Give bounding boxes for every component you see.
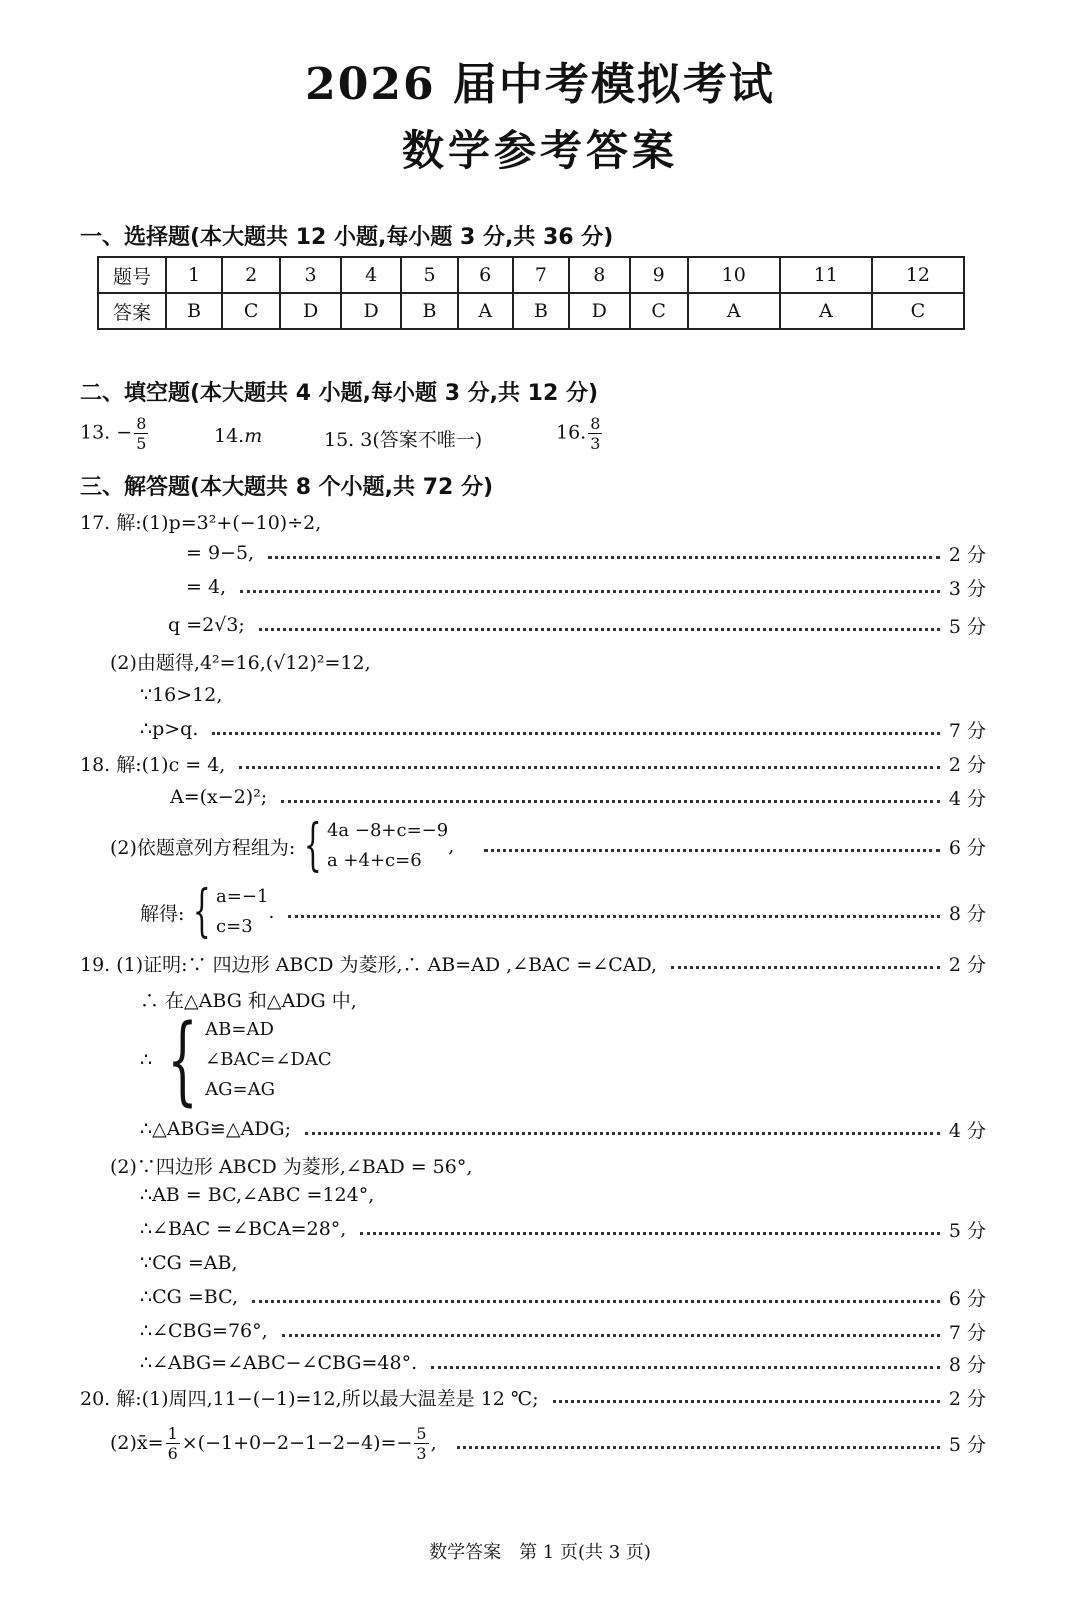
score: 7 分 <box>948 1321 986 1344</box>
leader-dots <box>259 628 940 631</box>
leader-dots <box>671 966 940 969</box>
score: 5 分 <box>948 615 986 638</box>
step-text: ∴∠BAC =∠BCA=28°, <box>140 1218 347 1240</box>
step-text: ∴△ABG≌△ADG; <box>140 1118 291 1140</box>
equation-system <box>295 813 449 878</box>
score: 2 分 <box>948 1387 986 1410</box>
score: 3 分 <box>948 577 986 600</box>
leader-dots <box>431 1366 940 1369</box>
equation: AG=AG <box>205 1079 276 1100</box>
denominator: 6 <box>167 1443 178 1463</box>
leader-dots <box>282 1334 940 1337</box>
equation: 4a −8+c=−9 <box>326 820 449 841</box>
table-cell: B <box>513 293 569 329</box>
leader-dots <box>252 1300 940 1303</box>
step-text: ∴∠CBG=76°, <box>140 1320 268 1342</box>
table-cell: 7 <box>513 257 569 293</box>
table-cell: D <box>341 293 402 329</box>
minus-sign: − <box>116 421 133 444</box>
q17-line: 17. 解:(1)p=3²+(−10)÷2, <box>80 512 322 534</box>
table-cell: D <box>569 293 630 329</box>
punctuation: , <box>430 1432 437 1454</box>
score-row <box>140 1348 986 1378</box>
section-fill-heading: 二、填空题(本大题共 4 小题,每小题 3 分,共 12 分) <box>80 381 599 406</box>
q17-line: ∵16>12, <box>140 684 223 706</box>
step-text: 20. 解:(1)周四,11−(−1)=12,所以最大温差是 12 ℃; <box>80 1387 539 1410</box>
step-text: 解得: <box>140 902 185 925</box>
score-row <box>140 714 986 744</box>
table-row-answers <box>98 293 964 329</box>
table-cell: C <box>630 293 688 329</box>
brace-icon: { <box>193 879 212 944</box>
q19-line: ∵CG =AB, <box>140 1252 238 1274</box>
leader-dots <box>288 915 940 918</box>
step-text: ∴p>q. <box>140 718 199 740</box>
leader-dots <box>281 800 940 803</box>
step-text: 19. (1)证明:∵ 四边形 ABCD 为菱形,∴ AB=AD ,∠BAC =∠CAD, <box>80 953 658 976</box>
score-row <box>140 1214 986 1244</box>
leader-dots <box>305 1132 940 1135</box>
step-text: = 4, <box>186 576 227 598</box>
page-footer: 数学答案 第 1 页(共 3 页) <box>429 1542 651 1563</box>
score: 7 分 <box>948 719 986 742</box>
score-row <box>110 1418 986 1468</box>
score-row <box>110 813 986 878</box>
table-cell: B <box>401 293 457 329</box>
score: 8 分 <box>948 902 986 925</box>
denominator: 3 <box>590 434 601 453</box>
table-cell: A <box>688 293 780 329</box>
score-row <box>140 879 986 944</box>
equation: a=−1 <box>216 886 269 907</box>
punctuation: , <box>448 835 455 857</box>
numerator: 5 <box>416 1423 427 1443</box>
equation: c=3 <box>216 916 253 937</box>
brace-group <box>140 1004 332 1116</box>
score: 5 分 <box>948 1433 986 1456</box>
step-text: = 9−5, <box>186 542 255 564</box>
fraction <box>166 1424 180 1463</box>
score-row <box>140 1282 986 1312</box>
step-text: A=(x−2)²; <box>170 786 268 808</box>
table-cell: D <box>280 293 341 329</box>
equation-system <box>184 879 269 944</box>
step-text: ×(−1+0−2−1−2−4)=− <box>181 1432 413 1454</box>
score: 6 分 <box>948 836 986 859</box>
q19-line: (2)∵四边形 ABCD 为菱形,∠BAD = 56°, <box>110 1156 473 1178</box>
therefore-symbol: ∴ <box>140 1049 153 1071</box>
step-text: ∴CG =BC, <box>140 1286 238 1308</box>
table-cell: B <box>166 293 222 329</box>
table-cell: 1 <box>166 257 222 293</box>
table-cell: A <box>458 293 513 329</box>
leader-dots <box>239 766 940 769</box>
table-cell: A <box>780 293 872 329</box>
leader-dots <box>457 1446 940 1449</box>
leader-dots <box>553 1400 940 1403</box>
score: 2 分 <box>948 543 986 566</box>
table-cell: 4 <box>341 257 402 293</box>
question-number: 13. <box>80 421 111 444</box>
score: 6 分 <box>948 1287 986 1310</box>
table-cell: 5 <box>401 257 457 293</box>
fraction <box>588 414 602 453</box>
answer-15: 15. 3(答案不唯一) <box>324 429 483 451</box>
question-number: 16. <box>556 421 587 444</box>
leader-dots <box>484 849 940 852</box>
denominator: 3 <box>416 1443 427 1463</box>
score: 8 分 <box>948 1353 986 1376</box>
page-title: 2026 届中考模拟考试 <box>305 59 775 110</box>
score: 2 分 <box>948 953 986 976</box>
score-row <box>80 748 986 778</box>
question-number: 14. <box>214 425 245 447</box>
answer-14 <box>214 425 262 447</box>
score: 2 分 <box>948 753 986 776</box>
score-row <box>140 1316 986 1346</box>
leader-dots <box>212 732 940 735</box>
score-row <box>80 1382 986 1412</box>
score-row <box>168 610 986 640</box>
numerator: 1 <box>167 1423 178 1443</box>
table-cell: 2 <box>222 257 280 293</box>
score: 4 分 <box>948 1119 986 1142</box>
table-cell: 8 <box>569 257 630 293</box>
leader-dots <box>240 590 940 593</box>
equation: ∠BAC=∠DAC <box>205 1049 332 1070</box>
step-text: (2)x̄= <box>110 1432 164 1454</box>
equations <box>327 816 448 876</box>
table-cell: 12 <box>872 257 964 293</box>
page-subtitle: 数学参考答案 <box>401 126 678 175</box>
numerator: 8 <box>590 414 601 433</box>
answer-value: m <box>244 425 263 447</box>
q17-line: (2)由题得,4²=16,(√12)²=12, <box>110 652 371 674</box>
table-cell: 6 <box>458 257 513 293</box>
leader-dots <box>360 1232 940 1235</box>
score: 4 分 <box>948 787 986 810</box>
step-text: 18. 解:(1)c = 4, <box>80 753 226 776</box>
answer-13 <box>80 414 150 453</box>
denominator: 5 <box>136 434 147 453</box>
score-row <box>140 1114 986 1144</box>
leader-dots <box>268 556 940 559</box>
brace-icon: { <box>167 1004 198 1116</box>
q19-line: ∴AB = BC,∠ABC =124°, <box>140 1184 375 1206</box>
table-cell: C <box>872 293 964 329</box>
section-choice-heading: 一、选择题(本大题共 12 小题,每小题 3 分,共 36 分) <box>80 225 614 250</box>
section-solve-heading: 三、解答题(本大题共 8 个小题,共 72 分) <box>80 475 494 500</box>
step-text: q =2√3; <box>168 614 245 636</box>
fraction <box>414 1424 428 1463</box>
equations <box>205 1015 331 1105</box>
score-row <box>170 782 986 812</box>
equation: AB=AD <box>205 1019 274 1040</box>
step-text: ∴∠ABG=∠ABC−∠CBG=48°. <box>140 1352 418 1374</box>
equation: a +4+c=6 <box>326 850 422 871</box>
numerator: 8 <box>136 414 147 433</box>
fraction <box>134 414 148 453</box>
score-row <box>186 538 986 568</box>
equations <box>216 882 268 942</box>
table-cell: 11 <box>780 257 872 293</box>
table-cell: 题号 <box>98 257 166 293</box>
answer-table <box>97 256 965 330</box>
table-row-questions <box>98 257 964 293</box>
score-row <box>80 948 986 978</box>
table-cell: C <box>222 293 280 329</box>
punctuation: . <box>268 901 275 923</box>
table-cell: 3 <box>280 257 341 293</box>
table-cell: 9 <box>630 257 688 293</box>
answer-16 <box>556 414 604 453</box>
table-cell: 答案 <box>98 293 166 329</box>
step-text: (2)依题意列方程组为: <box>110 836 296 859</box>
equation-system <box>140 1004 332 1116</box>
q19-line: ∴ 在△ABG 和△ADG 中, <box>140 990 357 1012</box>
score: 5 分 <box>948 1219 986 1242</box>
brace-icon: { <box>304 813 323 878</box>
table-cell: 10 <box>688 257 780 293</box>
score-row <box>186 572 986 602</box>
